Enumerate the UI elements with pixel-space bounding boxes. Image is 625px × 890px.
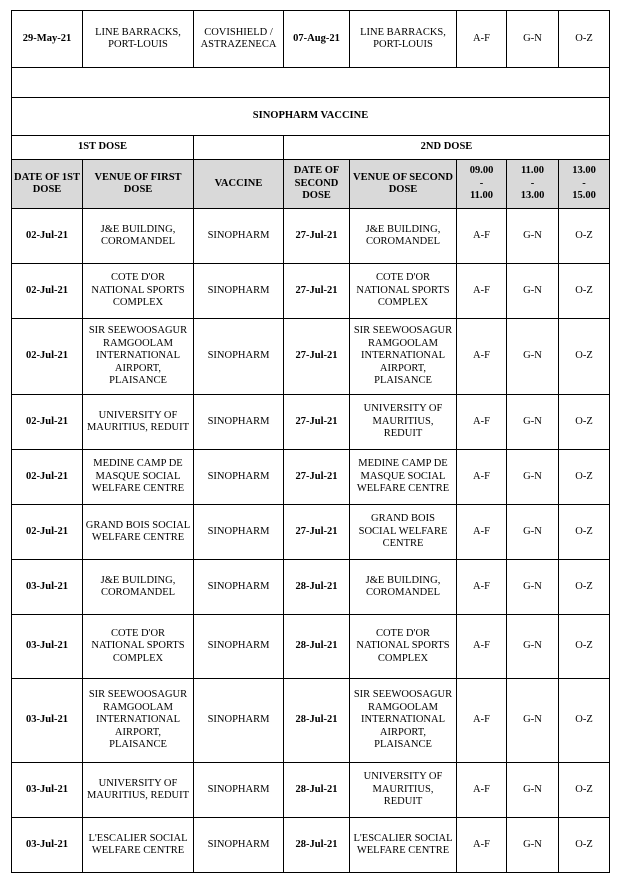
cell-vaccine: SINOPHARM <box>194 319 284 395</box>
cell-date-first: 02-Jul-21 <box>12 209 83 264</box>
cell-slot3: O-Z <box>559 818 610 873</box>
cell-venue-first: GRAND BOIS SOCIAL WELFARE CENTRE <box>83 505 194 560</box>
cell-vaccine: SINOPHARM <box>194 679 284 763</box>
cell-slot2: G-N <box>507 450 559 505</box>
header-slot2-end: 13.00 <box>520 190 545 202</box>
top-row-slot1: A-F <box>457 11 507 68</box>
cell-slot1: A-F <box>457 319 507 395</box>
top-row-venue-second: LINE BARRACKS, PORT-LOUIS <box>350 11 457 68</box>
header-slot3-start: 13.00 <box>572 165 596 177</box>
spacer-row <box>12 68 610 98</box>
cell-venue-second: MEDINE CAMP DE MASQUE SOCIAL WELFARE CENTRE <box>350 450 457 505</box>
top-row <box>12 11 610 68</box>
cell-slot1: A-F <box>457 450 507 505</box>
cell-date-first: 03-Jul-21 <box>12 818 83 873</box>
cell-date-first: 03-Jul-21 <box>12 615 83 679</box>
table-row <box>12 450 610 505</box>
cell-date-first: 02-Jul-21 <box>12 264 83 319</box>
cell-venue-first: UNIVERSITY OF MAURITIUS, REDUIT <box>83 395 194 450</box>
cell-venue-first: J&E BUILDING, COROMANDEL <box>83 209 194 264</box>
header-venue-second: VENUE OF SECOND DOSE <box>350 160 457 209</box>
table-row <box>12 264 610 319</box>
header-slot2-dash: - <box>530 177 535 189</box>
cell-venue-second: J&E BUILDING, COROMANDEL <box>350 209 457 264</box>
cell-slot1: A-F <box>457 615 507 679</box>
column-header-row <box>12 160 610 209</box>
cell-date-second: 28-Jul-21 <box>284 818 350 873</box>
table-row <box>12 818 610 873</box>
cell-vaccine: SINOPHARM <box>194 615 284 679</box>
cell-venue-first: COTE D'OR NATIONAL SPORTS COMPLEX <box>83 615 194 679</box>
cell-date-second: 27-Jul-21 <box>284 505 350 560</box>
cell-venue-second: COTE D'OR NATIONAL SPORTS COMPLEX <box>350 615 457 679</box>
cell-slot2: G-N <box>507 264 559 319</box>
cell-slot3: O-Z <box>559 615 610 679</box>
cell-slot2: G-N <box>507 319 559 395</box>
cell-venue-second: SIR SEEWOOSAGUR RAMGOOLAM INTERNATIONAL AIRPORT, PLAISANCE <box>350 679 457 763</box>
cell-date-second: 27-Jul-21 <box>284 319 350 395</box>
spacer-cell <box>12 68 610 98</box>
cell-vaccine: SINOPHARM <box>194 209 284 264</box>
header-date-first: DATE OF 1ST DOSE <box>12 160 83 209</box>
cell-slot3: O-Z <box>559 763 610 818</box>
cell-slot2: G-N <box>507 395 559 450</box>
cell-date-second: 27-Jul-21 <box>284 209 350 264</box>
section-title: SINOPHARM VACCINE <box>12 98 610 136</box>
vaccination-schedule-table <box>11 10 610 873</box>
cell-slot3: O-Z <box>559 319 610 395</box>
cell-date-second: 28-Jul-21 <box>284 615 350 679</box>
cell-date-second: 28-Jul-21 <box>284 763 350 818</box>
cell-date-first: 02-Jul-21 <box>12 319 83 395</box>
cell-date-first: 03-Jul-21 <box>12 763 83 818</box>
top-row-date-second: 07-Aug-21 <box>284 11 350 68</box>
cell-slot3: O-Z <box>559 505 610 560</box>
cell-slot1: A-F <box>457 763 507 818</box>
cell-vaccine: SINOPHARM <box>194 505 284 560</box>
cell-venue-first: SIR SEEWOOSAGUR RAMGOOLAM INTERNATIONAL AIRPORT, PLAISANCE <box>83 679 194 763</box>
schedule-page <box>11 10 609 873</box>
cell-date-second: 27-Jul-21 <box>284 450 350 505</box>
header-slot2 <box>507 160 559 209</box>
cell-date-first: 02-Jul-21 <box>12 450 83 505</box>
cell-venue-first: MEDINE CAMP DE MASQUE SOCIAL WELFARE CENTRE <box>83 450 194 505</box>
cell-venue-second: GRAND BOIS SOCIAL WELFARE CENTRE <box>350 505 457 560</box>
top-row-vaccine: COVISHIELD / ASTRAZENECA <box>194 11 284 68</box>
cell-vaccine: SINOPHARM <box>194 763 284 818</box>
cell-date-first: 02-Jul-21 <box>12 505 83 560</box>
cell-slot3: O-Z <box>559 395 610 450</box>
cell-slot1: A-F <box>457 560 507 615</box>
cell-slot1: A-F <box>457 818 507 873</box>
first-dose-header: 1ST DOSE <box>12 136 194 160</box>
schedule-table-body <box>12 11 610 873</box>
cell-vaccine: SINOPHARM <box>194 560 284 615</box>
cell-slot3: O-Z <box>559 264 610 319</box>
table-row <box>12 505 610 560</box>
cell-date-second: 27-Jul-21 <box>284 264 350 319</box>
cell-venue-second: J&E BUILDING, COROMANDEL <box>350 560 457 615</box>
cell-vaccine: SINOPHARM <box>194 264 284 319</box>
dose-header-row <box>12 136 610 160</box>
table-row <box>12 209 610 264</box>
header-slot1-end: 11.00 <box>469 190 494 202</box>
table-row <box>12 763 610 818</box>
cell-date-first: 02-Jul-21 <box>12 395 83 450</box>
cell-vaccine: SINOPHARM <box>194 818 284 873</box>
table-row <box>12 560 610 615</box>
header-slot1-start: 09.00 <box>469 165 494 177</box>
cell-venue-second: L'ESCALIER SOCIAL WELFARE CENTRE <box>350 818 457 873</box>
cell-venue-second: UNIVERSITY OF MAURITIUS, REDUIT <box>350 763 457 818</box>
cell-slot1: A-F <box>457 505 507 560</box>
cell-slot2: G-N <box>507 615 559 679</box>
cell-slot1: A-F <box>457 679 507 763</box>
table-row <box>12 395 610 450</box>
cell-slot3: O-Z <box>559 679 610 763</box>
section-title-row <box>12 98 610 136</box>
second-dose-header: 2ND DOSE <box>284 136 610 160</box>
table-row <box>12 679 610 763</box>
cell-slot2: G-N <box>507 763 559 818</box>
header-slot1 <box>457 160 507 209</box>
cell-slot2: G-N <box>507 209 559 264</box>
cell-venue-second: SIR SEEWOOSAGUR RAMGOOLAM INTERNATIONAL AIRPORT, PLAISANCE <box>350 319 457 395</box>
dose-header-gap <box>194 136 284 160</box>
cell-date-second: 28-Jul-21 <box>284 679 350 763</box>
header-slot1-dash: - <box>479 177 484 189</box>
header-date-second: DATE OF SECOND DOSE <box>284 160 350 209</box>
cell-slot1: A-F <box>457 395 507 450</box>
header-slot3 <box>559 160 610 209</box>
top-row-slot2: G-N <box>507 11 559 68</box>
cell-venue-first: J&E BUILDING, COROMANDEL <box>83 560 194 615</box>
cell-venue-first: COTE D'OR NATIONAL SPORTS COMPLEX <box>83 264 194 319</box>
cell-date-second: 27-Jul-21 <box>284 395 350 450</box>
cell-date-first: 03-Jul-21 <box>12 560 83 615</box>
table-row <box>12 319 610 395</box>
table-row <box>12 615 610 679</box>
cell-vaccine: SINOPHARM <box>194 395 284 450</box>
cell-slot3: O-Z <box>559 209 610 264</box>
header-vaccine: VACCINE <box>194 160 284 209</box>
cell-vaccine: SINOPHARM <box>194 450 284 505</box>
cell-venue-first: SIR SEEWOOSAGUR RAMGOOLAM INTERNATIONAL AIRPORT, PLAISANCE <box>83 319 194 395</box>
cell-venue-second: UNIVERSITY OF MAURITIUS, REDUIT <box>350 395 457 450</box>
cell-slot2: G-N <box>507 505 559 560</box>
cell-slot3: O-Z <box>559 450 610 505</box>
cell-venue-second: COTE D'OR NATIONAL SPORTS COMPLEX <box>350 264 457 319</box>
cell-venue-first: L'ESCALIER SOCIAL WELFARE CENTRE <box>83 818 194 873</box>
top-row-venue-first: LINE BARRACKS, PORT-LOUIS <box>83 11 194 68</box>
cell-slot1: A-F <box>457 209 507 264</box>
cell-date-second: 28-Jul-21 <box>284 560 350 615</box>
header-venue-first: VENUE OF FIRST DOSE <box>83 160 194 209</box>
cell-slot2: G-N <box>507 560 559 615</box>
header-slot2-start: 11.00 <box>520 165 545 177</box>
cell-slot2: G-N <box>507 679 559 763</box>
cell-date-first: 03-Jul-21 <box>12 679 83 763</box>
top-row-slot3: O-Z <box>559 11 610 68</box>
cell-slot2: G-N <box>507 818 559 873</box>
cell-slot1: A-F <box>457 264 507 319</box>
cell-slot3: O-Z <box>559 560 610 615</box>
top-row-date-first: 29-May-21 <box>12 11 83 68</box>
header-slot3-dash: - <box>582 177 586 189</box>
cell-venue-first: UNIVERSITY OF MAURITIUS, REDUIT <box>83 763 194 818</box>
header-slot3-end: 15.00 <box>572 190 596 202</box>
